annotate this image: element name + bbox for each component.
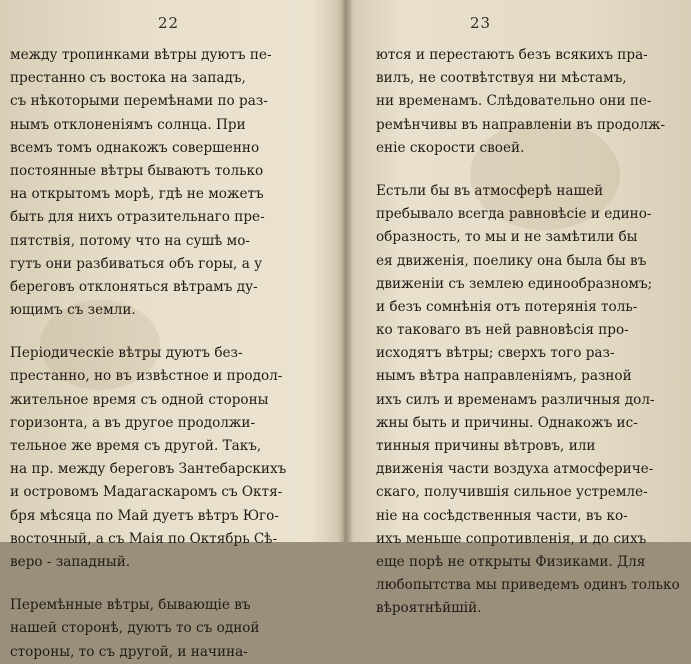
text-line: движенiя части воздуха атмосфериче- bbox=[376, 461, 654, 478]
text-line: ющимъ съ земли. bbox=[10, 302, 136, 319]
text-line: Перiодическiе вѣтры дуютъ без- bbox=[10, 345, 243, 362]
text-line: ея движенiя, поелику она была бы въ bbox=[376, 252, 647, 269]
text-line: ются и перестаютъ безъ всякихъ пра- bbox=[376, 47, 648, 63]
text-line: ремѣнчивы въ направленiи въ продолж- bbox=[376, 116, 666, 133]
text-line: тинныя причины вѣтровъ, или bbox=[376, 438, 596, 454]
text-line: пребывало всегда равновѣсiе и едино- bbox=[376, 206, 652, 223]
text-line: нымъ вѣтра направленiямъ, разной bbox=[376, 368, 632, 385]
text-line: скаго, получившiя сильное устремле- bbox=[376, 484, 648, 501]
text-line: исходятъ вѣтры; сверхъ того раз- bbox=[376, 345, 615, 362]
text-line: нiе на сосѣдственныя части, въ ко- bbox=[376, 507, 628, 524]
text-line: престанно съ востока на западъ, bbox=[10, 70, 246, 87]
text-line: съ нѣкоторыми перемѣнами по раз- bbox=[10, 93, 268, 110]
text-line: на пр. между береговъ Зантебарскихъ bbox=[10, 461, 287, 478]
text-line: вилъ, не соотвѣтствуя ни мѣстамъ, bbox=[376, 70, 627, 87]
text-line: береговъ отклоняться вѣтрамъ ду- bbox=[10, 278, 258, 295]
text-line: любопытства мы приведемъ одинъ только bbox=[376, 577, 680, 594]
left-page-text bbox=[10, 44, 325, 664]
text-line: между тропинками вѣтры дуютъ пе- bbox=[10, 47, 272, 63]
text-line: постоянные вѣтры бываютъ только bbox=[10, 162, 264, 179]
left-page-number: 22 bbox=[158, 14, 180, 32]
paragraph-gap bbox=[376, 160, 681, 180]
text-line: на открытомъ морѣ, гдѣ не можетъ bbox=[10, 186, 264, 203]
text-line: горизонта, а въ другое продолжи- bbox=[10, 414, 256, 431]
text-line: и островомъ Мадагаскаромъ съ Октя- bbox=[10, 484, 283, 501]
text-line: тельное же время съ другой. Такъ, bbox=[10, 438, 262, 454]
text-line: нашей сторонѣ, дуютъ то съ одной bbox=[10, 620, 260, 637]
text-line: движенiи съ землею единообразномъ; bbox=[376, 275, 653, 292]
text-line: ко таковаго въ ней равновѣсiя про- bbox=[376, 322, 629, 339]
text-line: ихъ меньше сопротивленiя, и до сихъ bbox=[376, 530, 647, 547]
left-page bbox=[0, 0, 345, 660]
text-line: енiе скорости своей. bbox=[376, 139, 525, 156]
text-line: и безъ сомнѣнiя отъ потерянiя толь- bbox=[376, 298, 638, 315]
text-line: всемъ томъ однакожъ совершенно bbox=[10, 139, 260, 156]
text-line: гутъ они разбиваться объ горы, а у bbox=[10, 255, 263, 272]
text-line: образность, то мы и не замѣтили бы bbox=[376, 229, 638, 246]
text-line: нымъ отклоненiямъ солнца. При bbox=[10, 116, 246, 133]
text-line: вѣроятнѣйшiй. bbox=[376, 600, 482, 617]
text-line: пятствiя, потому что на сушѣ мо- bbox=[10, 232, 250, 249]
right-page-number: 23 bbox=[470, 14, 492, 32]
text-line: быть для нихъ отразительнаго пре- bbox=[10, 209, 265, 226]
right-page bbox=[346, 0, 691, 617]
text-line: жны быть и причины. Однакожъ ис- bbox=[376, 414, 638, 431]
text-line: еще порѣ не открыты Физиками. Для bbox=[376, 553, 646, 570]
text-line: ихъ силъ и временамъ различныя дол- bbox=[376, 391, 655, 408]
text-line: бря мѣсяца по Май дуетъ вѣтръ Юго- bbox=[10, 507, 279, 524]
text-line: жительное время съ одной стороны bbox=[10, 391, 269, 408]
text-line: престанно, но въ извѣстное и продол- bbox=[10, 368, 283, 385]
text-line: веро - западный. bbox=[10, 553, 131, 570]
text-line: ни временамъ. Слѣдовательно они пе- bbox=[376, 93, 652, 110]
paragraph-gap bbox=[10, 322, 325, 342]
right-page-text bbox=[376, 44, 681, 621]
text-line: стороны, то съ другой, и начина- bbox=[10, 643, 248, 660]
text-line: Перемѣнные вѣтры, бывающiе въ bbox=[10, 597, 251, 614]
text-line: Естьли бы въ атмосферѣ нашей bbox=[376, 182, 604, 199]
paragraph-gap bbox=[10, 574, 325, 594]
text-line: восточный, а съ Маiя по Октябрь Сѣ- bbox=[10, 530, 278, 547]
